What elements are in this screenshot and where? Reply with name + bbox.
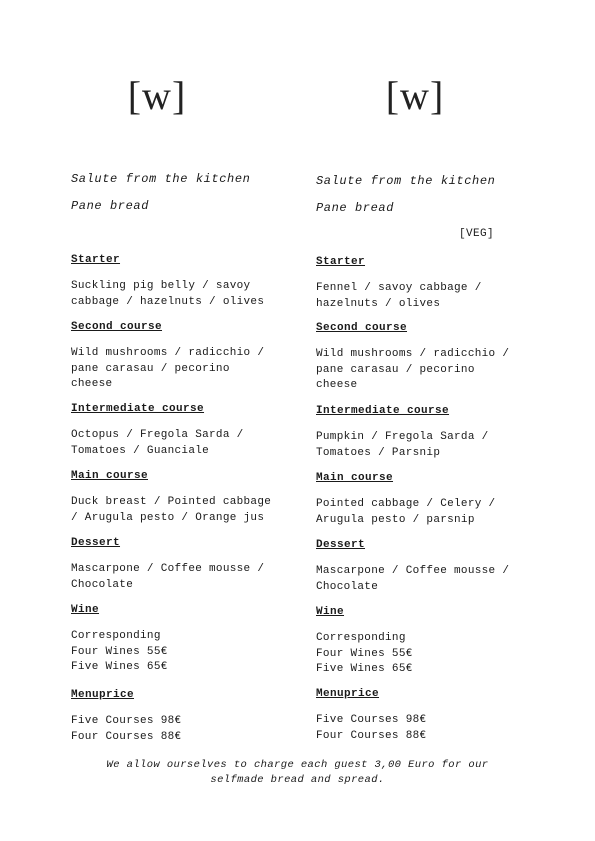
menu-section: [71, 469, 291, 526]
menu-section: [316, 605, 536, 678]
section-heading: Wine: [71, 604, 100, 616]
section-heading: Main course: [71, 470, 149, 482]
salute-line: Salute from the kitchen: [71, 172, 251, 186]
section-heading: Main course: [316, 472, 394, 484]
description-line: Corresponding: [316, 632, 406, 644]
section-description: [71, 629, 291, 676]
description-line: cheese: [71, 378, 113, 390]
description-line: Corresponding: [71, 630, 161, 642]
salute-line: Salute from the kitchen: [316, 174, 496, 188]
veg-tag: [VEG]: [458, 228, 494, 240]
description-line: Five Courses 98€: [316, 714, 427, 726]
section-heading: Menuprice: [71, 689, 135, 701]
menu-section: [71, 536, 291, 593]
description-line: / Arugula pesto / Orange jus: [71, 511, 265, 524]
logo-right: [w]: [385, 73, 445, 118]
footer-line: We allow ourselves to charge each guest 3,00 Euro for our: [106, 759, 489, 771]
section-heading: Menuprice: [316, 688, 380, 700]
description-line: Wild mushrooms / radicchio /: [316, 348, 510, 360]
section-heading: Starter: [71, 254, 121, 266]
description-line: Four Courses 88€: [71, 730, 182, 743]
description-line: Five Wines 65€: [71, 661, 168, 673]
description-line: Four Wines 55€: [71, 645, 168, 658]
section-heading: Second course: [71, 321, 163, 333]
description-line: pane carasau / pecorino: [71, 362, 230, 375]
menu-section: [316, 471, 536, 528]
description-line: Suckling pig belly / savoy: [71, 280, 251, 292]
description-line: Pumpkin / Fregola Sarda /: [316, 431, 489, 443]
description-line: hazelnuts / olives: [316, 297, 441, 310]
menu-section: [71, 603, 291, 676]
footer-line: selfmade bread and spread.: [210, 774, 385, 786]
menu-section: [71, 320, 291, 393]
section-heading: Dessert: [316, 539, 366, 551]
section-description: [71, 346, 291, 393]
description-line: Tomatoes / Parsnip: [316, 446, 441, 459]
section-description: [71, 279, 291, 310]
section-description: [71, 714, 291, 745]
section-description: [316, 497, 536, 528]
description-line: Mascarpone / Coffee mousse /: [71, 563, 265, 575]
menu-section: [316, 404, 536, 461]
menu-section: [316, 687, 536, 744]
description-line: Pointed cabbage / Celery /: [316, 498, 496, 510]
menu-section: [71, 688, 291, 745]
section-description: [71, 428, 291, 459]
section-heading: Wine: [316, 606, 345, 618]
logo-left: [w]: [127, 73, 187, 118]
description-line: Wild mushrooms / radicchio /: [71, 347, 265, 359]
section-description: [316, 631, 536, 678]
section-heading: Starter: [316, 256, 366, 268]
description-line: Octopus / Fregola Sarda /: [71, 429, 244, 441]
description-line: Chocolate: [71, 578, 134, 591]
description-line: Five Wines 65€: [316, 663, 413, 675]
section-description: [71, 562, 291, 593]
section-description: [71, 495, 291, 526]
description-line: cheese: [316, 379, 358, 391]
menu-section: [316, 538, 536, 595]
description-line: Mascarpone / Coffee mousse /: [316, 565, 510, 577]
description-line: Fennel / savoy cabbage /: [316, 282, 482, 294]
description-line: Chocolate: [316, 580, 379, 593]
section-heading: Second course: [316, 322, 408, 334]
description-line: Four Courses 88€: [316, 729, 427, 742]
bread-charge-note: [0, 758, 595, 788]
description-line: Duck breast / Pointed cabbage: [71, 496, 272, 508]
section-heading: Dessert: [71, 537, 121, 549]
description-line: Four Wines 55€: [316, 647, 413, 660]
description-line: Tomatoes / Guanciale: [71, 444, 210, 457]
section-description: [316, 430, 536, 461]
section-description: [316, 281, 536, 312]
bread-line: Pane bread: [316, 201, 395, 215]
bread-line: Pane bread: [71, 199, 150, 213]
section-description: [316, 564, 536, 595]
description-line: cabbage / hazelnuts / olives: [71, 295, 265, 308]
menu-section: [316, 321, 536, 394]
menu-section: [316, 255, 536, 312]
description-line: pane carasau / pecorino: [316, 363, 475, 376]
description-line: Arugula pesto / parsnip: [316, 513, 475, 526]
section-heading: Intermediate course: [71, 403, 205, 415]
description-line: Five Courses 98€: [71, 715, 182, 727]
section-description: [316, 347, 536, 394]
menu-section: [71, 402, 291, 459]
section-heading: Intermediate course: [316, 405, 450, 417]
menu-section: [71, 253, 291, 310]
section-description: [316, 713, 536, 744]
